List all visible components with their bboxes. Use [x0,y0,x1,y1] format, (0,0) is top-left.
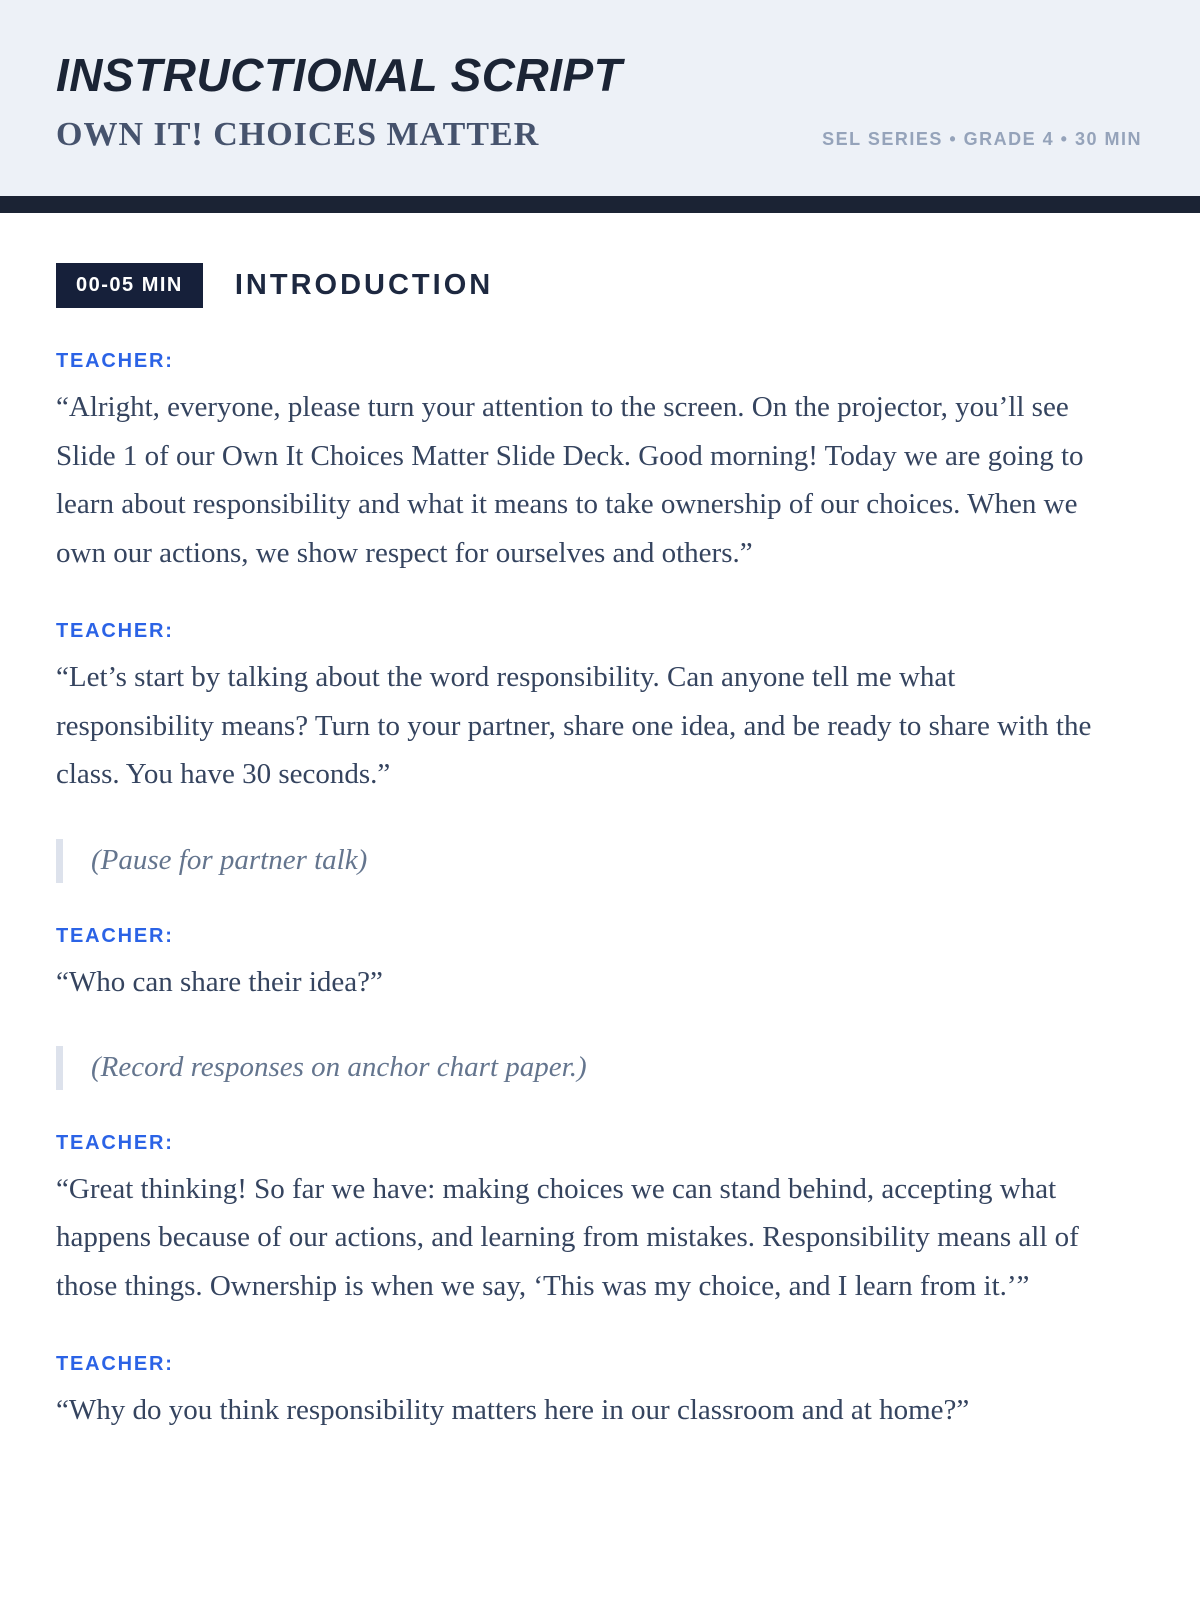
speaker-label: TEACHER: [56,1131,174,1154]
speaker-label: TEACHER: [56,924,174,947]
stage-direction: (Pause for partner talk) [56,839,1144,883]
document-header [0,0,1200,196]
section-header [56,263,1144,308]
speaker-label: TEACHER: [56,619,174,642]
teacher-speech: “Great thinking! So far we have: making choices we can stand behind, accepting what happens because of our actions, and learning from mistakes. Responsibility means all of those things. Ownership is when we say, ‘This was my choice, and I learn from it.’” [56,1172,1079,1303]
teacher-speech: “Let’s start by talking about the word responsibility. Can anyone tell me what responsibility means? Turn to your partner, share one idea, and be ready to share with the class. You have 30 seconds.” [56,660,1092,791]
teacher-speech: “Who can share their idea?” [56,965,383,998]
time-badge: 00-05 MIN [56,263,203,308]
speaker-label: TEACHER: [56,1352,174,1375]
doc-title: INSTRUCTIONAL SCRIPT [56,49,623,101]
stage-direction: (Record responses on anchor chart paper.) [56,1046,1144,1090]
header-subtitle-row [56,116,1142,154]
teacher-speech: “Why do you think responsibility matters here in our classroom and at home?” [56,1393,970,1426]
doc-meta: SEL SERIES • GRADE 4 • 30 MIN [822,129,1142,149]
script-content [0,213,1200,1495]
doc-subtitle: OWN IT! CHOICES MATTER [56,116,540,153]
speaker-label: TEACHER: [56,350,174,372]
teacher-speech: “Alright, everyone, please turn your attention to the screen. On the projector, you’ll see Slide 1 of our Own It Choices Matter Slide Deck. Good morning! Today we are going to learn about responsibility and what it means to take ownership of our choices. When we own our actions, we show respect for ourselves and others.” [56,391,1084,570]
section-heading: INTRODUCTION [234,269,494,301]
header-divider [0,196,1200,213]
